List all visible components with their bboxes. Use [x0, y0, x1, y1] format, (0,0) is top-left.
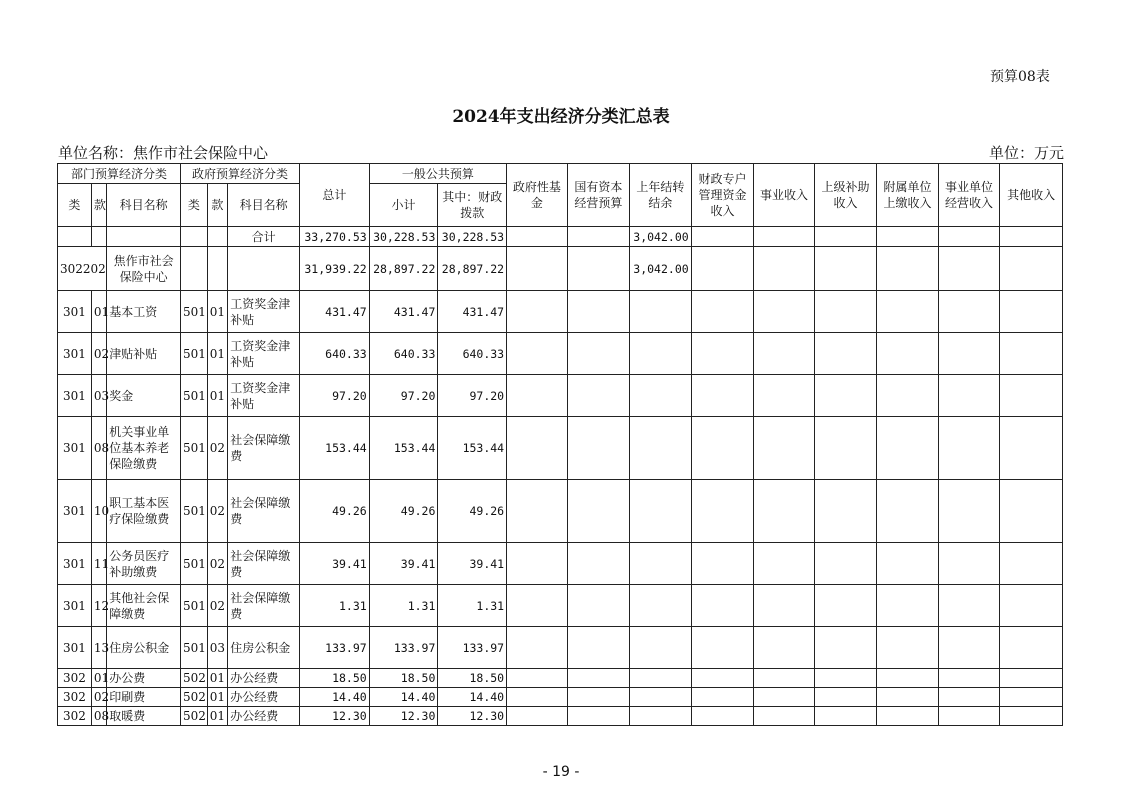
- empty-cell: [877, 333, 939, 375]
- total-row: [58, 227, 1063, 247]
- empty-cell: [567, 627, 630, 669]
- empty-cell: [507, 688, 568, 707]
- row-total: 39.41: [299, 543, 369, 585]
- header-gov-group: 政府预算经济分类: [181, 164, 300, 184]
- row-gov-lei: 502: [181, 669, 208, 688]
- row-gov-name: 办公经费: [228, 707, 300, 726]
- table-row: [58, 669, 1063, 688]
- empty-cell: [814, 417, 877, 480]
- empty-cell: [630, 627, 692, 669]
- row-kuan: 02: [91, 333, 106, 375]
- currency-unit: 单位：万元: [988, 144, 1064, 162]
- empty-cell: [938, 688, 1000, 707]
- row-kuan: 08: [91, 707, 106, 726]
- row-lei: 301: [58, 585, 92, 627]
- unit-total: 31,939.22: [299, 247, 369, 291]
- row-gov-lei: 502: [181, 707, 208, 726]
- row-fiscal: 39.41: [438, 543, 507, 585]
- empty-cell: [877, 627, 939, 669]
- row-gov-name: 社会保障缴费: [228, 585, 300, 627]
- row-subtotal: 12.30: [369, 707, 438, 726]
- empty-cell: [630, 543, 692, 585]
- row-gov-name: 社会保障缴费: [228, 417, 300, 480]
- empty-cell: [567, 688, 630, 707]
- row-gov-name: 住房公积金: [228, 627, 300, 669]
- empty-cell: [754, 585, 815, 627]
- empty-cell: [691, 669, 754, 688]
- row-kuan: 10: [91, 480, 106, 543]
- header-superior: 上级补助收入: [814, 164, 877, 227]
- row-gov-name: 工资奖金津补贴: [228, 375, 300, 417]
- empty-cell: [630, 585, 692, 627]
- empty-cell: [1000, 333, 1063, 375]
- empty-cell: [814, 480, 877, 543]
- empty-cell: [754, 291, 815, 333]
- empty-cell: [567, 417, 630, 480]
- empty-cell: [938, 333, 1000, 375]
- empty-cell: [691, 688, 754, 707]
- empty-cell: [630, 417, 692, 480]
- header-lei: 类: [58, 184, 92, 227]
- row-fiscal: 12.30: [438, 707, 507, 726]
- total-fiscal: 30,228.53: [438, 227, 507, 247]
- empty-cell: [938, 669, 1000, 688]
- row-gov-lei: 501: [181, 585, 208, 627]
- unit-row: [58, 247, 1063, 291]
- empty-cell: [507, 627, 568, 669]
- table-row: [58, 707, 1063, 726]
- unit-row-name: 焦作市社会保险中心: [107, 247, 181, 291]
- empty-cell: [814, 333, 877, 375]
- header-affiliated: 附属单位上缴收入: [877, 164, 939, 227]
- empty-cell: [567, 291, 630, 333]
- row-total: 431.47: [299, 291, 369, 333]
- row-fiscal: 1.31: [438, 585, 507, 627]
- empty-cell: [630, 480, 692, 543]
- header-total: 总计: [299, 164, 369, 227]
- row-total: 640.33: [299, 333, 369, 375]
- row-lei: 301: [58, 480, 92, 543]
- row-lei: 302: [58, 688, 92, 707]
- empty-cell: [691, 417, 754, 480]
- row-gov-kuan: 01: [207, 707, 228, 726]
- table-row: [58, 333, 1063, 375]
- row-name: 职工基本医疗保险缴费: [107, 480, 181, 543]
- row-subtotal: 97.20: [369, 375, 438, 417]
- row-kuan: 01: [91, 291, 106, 333]
- empty-cell: [691, 585, 754, 627]
- row-kuan: 08: [91, 417, 106, 480]
- empty-cell: [938, 585, 1000, 627]
- table-row: [58, 417, 1063, 480]
- empty-cell: [1000, 417, 1063, 480]
- row-lei: 302: [58, 707, 92, 726]
- row-total: 153.44: [299, 417, 369, 480]
- empty-cell: [507, 375, 568, 417]
- row-subtotal: 133.97: [369, 627, 438, 669]
- row-lei: 301: [58, 333, 92, 375]
- row-name: 其他社会保障缴费: [107, 585, 181, 627]
- row-gov-lei: 501: [181, 627, 208, 669]
- row-gov-kuan: 03: [207, 627, 228, 669]
- header-kuan: 款: [91, 184, 106, 227]
- row-total: 18.50: [299, 669, 369, 688]
- table-row: [58, 480, 1063, 543]
- row-fiscal: 14.40: [438, 688, 507, 707]
- row-lei: 302: [58, 669, 92, 688]
- row-fiscal: 640.33: [438, 333, 507, 375]
- row-kuan: 13: [91, 627, 106, 669]
- row-gov-kuan: 02: [207, 543, 228, 585]
- table-row: [58, 291, 1063, 333]
- row-subtotal: 640.33: [369, 333, 438, 375]
- header-gov-name: 科目名称: [228, 184, 300, 227]
- empty-cell: [754, 669, 815, 688]
- empty-cell: [691, 543, 754, 585]
- row-name: 基本工资: [107, 291, 181, 333]
- header-other: 其他收入: [1000, 164, 1063, 227]
- empty-cell: [507, 707, 568, 726]
- row-name: 印刷费: [107, 688, 181, 707]
- row-fiscal: 49.26: [438, 480, 507, 543]
- empty-cell: [877, 480, 939, 543]
- empty-cell: [567, 585, 630, 627]
- empty-cell: [1000, 585, 1063, 627]
- row-gov-kuan: 01: [207, 291, 228, 333]
- empty-cell: [938, 375, 1000, 417]
- empty-cell: [814, 627, 877, 669]
- header-gov-fund: 政府性基金: [507, 164, 568, 227]
- empty-cell: [938, 707, 1000, 726]
- row-subtotal: 18.50: [369, 669, 438, 688]
- empty-cell: [754, 688, 815, 707]
- empty-cell: [567, 669, 630, 688]
- header-operation: 事业单位经营收入: [938, 164, 1000, 227]
- row-name: 取暖费: [107, 707, 181, 726]
- empty-cell: [691, 480, 754, 543]
- header-dept-group: 部门预算经济分类: [58, 164, 181, 184]
- header-general-group: 一般公共预算: [369, 164, 506, 184]
- row-lei: 301: [58, 417, 92, 480]
- empty-cell: [691, 375, 754, 417]
- empty-cell: [814, 375, 877, 417]
- row-kuan: 02: [91, 688, 106, 707]
- table-row: [58, 585, 1063, 627]
- row-total: 14.40: [299, 688, 369, 707]
- empty-cell: [630, 707, 692, 726]
- empty-cell: [1000, 480, 1063, 543]
- empty-cell: [1000, 375, 1063, 417]
- expenditure-table: [57, 163, 1063, 726]
- table-row: [58, 688, 1063, 707]
- empty-cell: [630, 669, 692, 688]
- row-gov-lei: 501: [181, 543, 208, 585]
- empty-cell: [507, 291, 568, 333]
- row-fiscal: 153.44: [438, 417, 507, 480]
- empty-cell: [691, 707, 754, 726]
- row-name: 公务员医疗补助缴费: [107, 543, 181, 585]
- row-gov-lei: 501: [181, 480, 208, 543]
- row-lei: 301: [58, 543, 92, 585]
- row-subtotal: 431.47: [369, 291, 438, 333]
- empty-cell: [754, 707, 815, 726]
- row-gov-kuan: 02: [207, 585, 228, 627]
- empty-cell: [630, 688, 692, 707]
- unit-name: 单位名称：焦作市社会保险中心: [58, 144, 269, 162]
- empty-cell: [754, 417, 815, 480]
- row-total: 49.26: [299, 480, 369, 543]
- empty-cell: [754, 375, 815, 417]
- empty-cell: [877, 375, 939, 417]
- unit-code: 302202: [58, 247, 107, 291]
- row-total: 12.30: [299, 707, 369, 726]
- row-gov-lei: 501: [181, 375, 208, 417]
- empty-cell: [938, 417, 1000, 480]
- empty-cell: [754, 480, 815, 543]
- empty-cell: [814, 543, 877, 585]
- empty-cell: [754, 627, 815, 669]
- empty-cell: [1000, 688, 1063, 707]
- header-business: 事业收入: [754, 164, 815, 227]
- row-gov-lei: 501: [181, 333, 208, 375]
- empty-cell: [938, 480, 1000, 543]
- total-amount: 33,270.53: [299, 227, 369, 247]
- row-total: 133.97: [299, 627, 369, 669]
- row-kuan: 03: [91, 375, 106, 417]
- row-subtotal: 153.44: [369, 417, 438, 480]
- empty-cell: [1000, 669, 1063, 688]
- header-special-fund: 财政专户管理资金收入: [691, 164, 754, 227]
- row-gov-lei: 502: [181, 688, 208, 707]
- row-fiscal: 18.50: [438, 669, 507, 688]
- header-gov-lei: 类: [181, 184, 208, 227]
- empty-cell: [691, 333, 754, 375]
- empty-cell: [630, 291, 692, 333]
- row-name: 机关事业单位基本养老保险缴费: [107, 417, 181, 480]
- empty-cell: [567, 480, 630, 543]
- row-name: 奖金: [107, 375, 181, 417]
- row-gov-name: 办公经费: [228, 669, 300, 688]
- header-name: 科目名称: [107, 184, 181, 227]
- empty-cell: [814, 688, 877, 707]
- empty-cell: [507, 480, 568, 543]
- empty-cell: [507, 333, 568, 375]
- row-gov-name: 工资奖金津补贴: [228, 333, 300, 375]
- row-subtotal: 1.31: [369, 585, 438, 627]
- page-title: 2024年支出经济分类汇总表: [452, 107, 670, 127]
- empty-cell: [938, 627, 1000, 669]
- form-number: 预算08表: [990, 69, 1050, 85]
- row-lei: 301: [58, 627, 92, 669]
- row-kuan: 01: [91, 669, 106, 688]
- row-name: 住房公积金: [107, 627, 181, 669]
- unit-fiscal: 28,897.22: [438, 247, 507, 291]
- empty-cell: [877, 291, 939, 333]
- empty-cell: [567, 375, 630, 417]
- row-gov-kuan: 02: [207, 417, 228, 480]
- empty-cell: [507, 585, 568, 627]
- row-gov-lei: 501: [181, 417, 208, 480]
- empty-cell: [1000, 707, 1063, 726]
- row-kuan: 12: [91, 585, 106, 627]
- table-row: [58, 627, 1063, 669]
- table-row: [58, 543, 1063, 585]
- table-row: [58, 375, 1063, 417]
- row-gov-name: 办公经费: [228, 688, 300, 707]
- header-gov-kuan: 款: [207, 184, 228, 227]
- row-gov-name: 社会保障缴费: [228, 480, 300, 543]
- unit-subtotal: 28,897.22: [369, 247, 438, 291]
- empty-cell: [877, 669, 939, 688]
- empty-cell: [567, 543, 630, 585]
- unit-carryover: 3,042.00: [630, 247, 692, 291]
- row-fiscal: 133.97: [438, 627, 507, 669]
- empty-cell: [754, 333, 815, 375]
- empty-cell: [691, 627, 754, 669]
- empty-cell: [754, 543, 815, 585]
- empty-cell: [877, 688, 939, 707]
- empty-cell: [877, 707, 939, 726]
- row-fiscal: 431.47: [438, 291, 507, 333]
- row-name: 津贴补贴: [107, 333, 181, 375]
- empty-cell: [877, 585, 939, 627]
- header-carryover: 上年结转结余: [630, 164, 692, 227]
- empty-cell: [507, 669, 568, 688]
- row-gov-kuan: 01: [207, 333, 228, 375]
- empty-cell: [877, 417, 939, 480]
- empty-cell: [938, 291, 1000, 333]
- total-subtotal: 30,228.53: [369, 227, 438, 247]
- empty-cell: [814, 707, 877, 726]
- total-label: 合计: [228, 227, 300, 247]
- row-gov-kuan: 01: [207, 688, 228, 707]
- empty-cell: [938, 543, 1000, 585]
- empty-cell: [691, 291, 754, 333]
- empty-cell: [814, 585, 877, 627]
- empty-cell: [507, 417, 568, 480]
- row-gov-name: 工资奖金津补贴: [228, 291, 300, 333]
- empty-cell: [814, 291, 877, 333]
- row-subtotal: 39.41: [369, 543, 438, 585]
- row-total: 97.20: [299, 375, 369, 417]
- row-gov-name: 社会保障缴费: [228, 543, 300, 585]
- empty-cell: [1000, 291, 1063, 333]
- row-name: 办公费: [107, 669, 181, 688]
- empty-cell: [507, 543, 568, 585]
- empty-cell: [814, 669, 877, 688]
- row-fiscal: 97.20: [438, 375, 507, 417]
- total-carryover: 3,042.00: [630, 227, 692, 247]
- row-subtotal: 49.26: [369, 480, 438, 543]
- row-gov-kuan: 02: [207, 480, 228, 543]
- header-state-capital: 国有资本经营预算: [567, 164, 630, 227]
- row-gov-kuan: 01: [207, 375, 228, 417]
- empty-cell: [567, 333, 630, 375]
- empty-cell: [630, 333, 692, 375]
- header-subtotal: 小计: [369, 184, 438, 227]
- row-total: 1.31: [299, 585, 369, 627]
- row-lei: 301: [58, 375, 92, 417]
- page-number: - 19 -: [542, 764, 580, 780]
- empty-cell: [1000, 627, 1063, 669]
- row-kuan: 11: [91, 543, 106, 585]
- empty-cell: [567, 707, 630, 726]
- empty-cell: [1000, 543, 1063, 585]
- row-gov-lei: 501: [181, 291, 208, 333]
- header-fiscal: 其中：财政拨款: [438, 184, 507, 227]
- row-gov-kuan: 01: [207, 669, 228, 688]
- row-lei: 301: [58, 291, 92, 333]
- empty-cell: [877, 543, 939, 585]
- row-subtotal: 14.40: [369, 688, 438, 707]
- empty-cell: [630, 375, 692, 417]
